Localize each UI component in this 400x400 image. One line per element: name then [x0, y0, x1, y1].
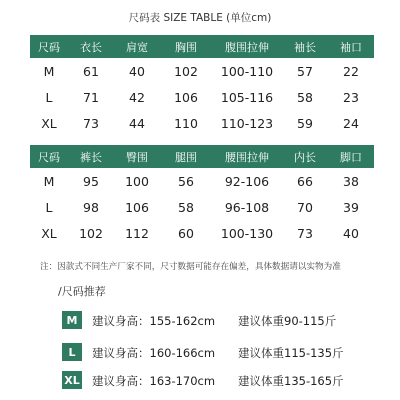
table-row [30, 168, 374, 194]
table-cell: 98 [83, 199, 99, 215]
recommend-row-l [62, 343, 392, 363]
size-badge: M [62, 311, 82, 329]
recommend-weight: 建议体重90-115斤 [238, 314, 337, 328]
header-cell: 脚口 [328, 145, 374, 168]
size-badge: XL [62, 371, 82, 389]
recommend-row-xl [62, 371, 392, 391]
table-cell: 100-110 [220, 63, 274, 79]
table-cell: XL [41, 115, 57, 131]
table-cell: 66 [297, 173, 313, 189]
bottom-size-table [30, 145, 374, 246]
table-cell: 22 [343, 63, 359, 79]
header-cell: 胸围 [160, 35, 212, 58]
header-cell: 臀围 [114, 145, 160, 168]
table-cell: 100-130 [220, 225, 274, 241]
table-cell: 106 [174, 89, 198, 105]
table-cell: 112 [125, 225, 149, 241]
table-cell: 23 [343, 89, 359, 105]
size-note: 注：因款式不同生产厂家不同，尺寸数据可能存在偏差，具体数据请以实物为准 [40, 262, 341, 272]
header-cell: 腿围 [160, 145, 212, 168]
table-cell: 60 [178, 225, 194, 241]
table-cell: 44 [129, 115, 145, 131]
header-cell: 尺码 [30, 145, 68, 168]
table-cell: 102 [174, 63, 198, 79]
recommend-height: 建议身高：163-170cm [92, 374, 216, 388]
table-header-row [30, 35, 374, 58]
table-row [30, 194, 374, 220]
top-size-table [30, 35, 374, 136]
table-cell: 42 [129, 89, 145, 105]
table-row [30, 220, 374, 246]
header-cell: 尺码 [30, 35, 68, 58]
table-row [30, 58, 374, 84]
size-badge: L [62, 343, 82, 361]
header-cell: 袖长 [282, 35, 328, 58]
size-table-title: 尺码表 SIZE TABLE (单位cm) [128, 12, 272, 24]
table-cell: L [45, 199, 53, 215]
table-cell: 105-116 [220, 89, 274, 105]
header-cell: 内长 [282, 145, 328, 168]
recommend-weight: 建议体重135-165斤 [238, 374, 344, 388]
table-cell: 70 [297, 199, 313, 215]
table-cell: 59 [297, 115, 313, 131]
header-cell: 肩宽 [114, 35, 160, 58]
table-cell: 58 [297, 89, 313, 105]
table-cell: M [43, 173, 55, 189]
table-cell: 110-123 [220, 115, 274, 131]
recommend-height: 建议身高：155-162cm [92, 314, 216, 328]
table-cell: M [43, 63, 55, 79]
table-cell: 56 [178, 173, 194, 189]
table-cell: 92-106 [224, 173, 270, 189]
table-cell: 73 [83, 115, 99, 131]
table-cell: 57 [297, 63, 313, 79]
table-cell: 110 [174, 115, 198, 131]
table-row [30, 84, 374, 110]
table-cell: L [45, 89, 53, 105]
table-cell: 61 [83, 63, 99, 79]
recommend-weight: 建议体重115-135斤 [238, 346, 344, 360]
table-cell: 40 [343, 225, 359, 241]
table-cell: 102 [79, 225, 103, 241]
header-cell: 腹围拉伸 [212, 35, 282, 58]
header-cell: 腰围拉伸 [212, 145, 282, 168]
table-header-row [30, 145, 374, 168]
recommend-row-m [62, 311, 392, 331]
table-cell: 95 [83, 173, 99, 189]
table-cell: 106 [125, 199, 149, 215]
table-row [30, 110, 374, 136]
table-cell: 38 [343, 173, 359, 189]
table-cell: 96-108 [224, 199, 270, 215]
header-cell: 裤长 [68, 145, 114, 168]
table-cell: 39 [343, 199, 359, 215]
recommend-title: /尺码推荐 [58, 285, 106, 298]
table-cell: 73 [297, 225, 313, 241]
table-cell: 71 [83, 89, 99, 105]
header-cell: 衣长 [68, 35, 114, 58]
table-cell: 100 [125, 173, 149, 189]
table-cell: XL [41, 225, 57, 241]
header-cell: 袖口 [328, 35, 374, 58]
table-cell: 24 [343, 115, 359, 131]
table-cell: 58 [178, 199, 194, 215]
recommend-height: 建议身高：160-166cm [92, 346, 216, 360]
table-cell: 40 [129, 63, 145, 79]
